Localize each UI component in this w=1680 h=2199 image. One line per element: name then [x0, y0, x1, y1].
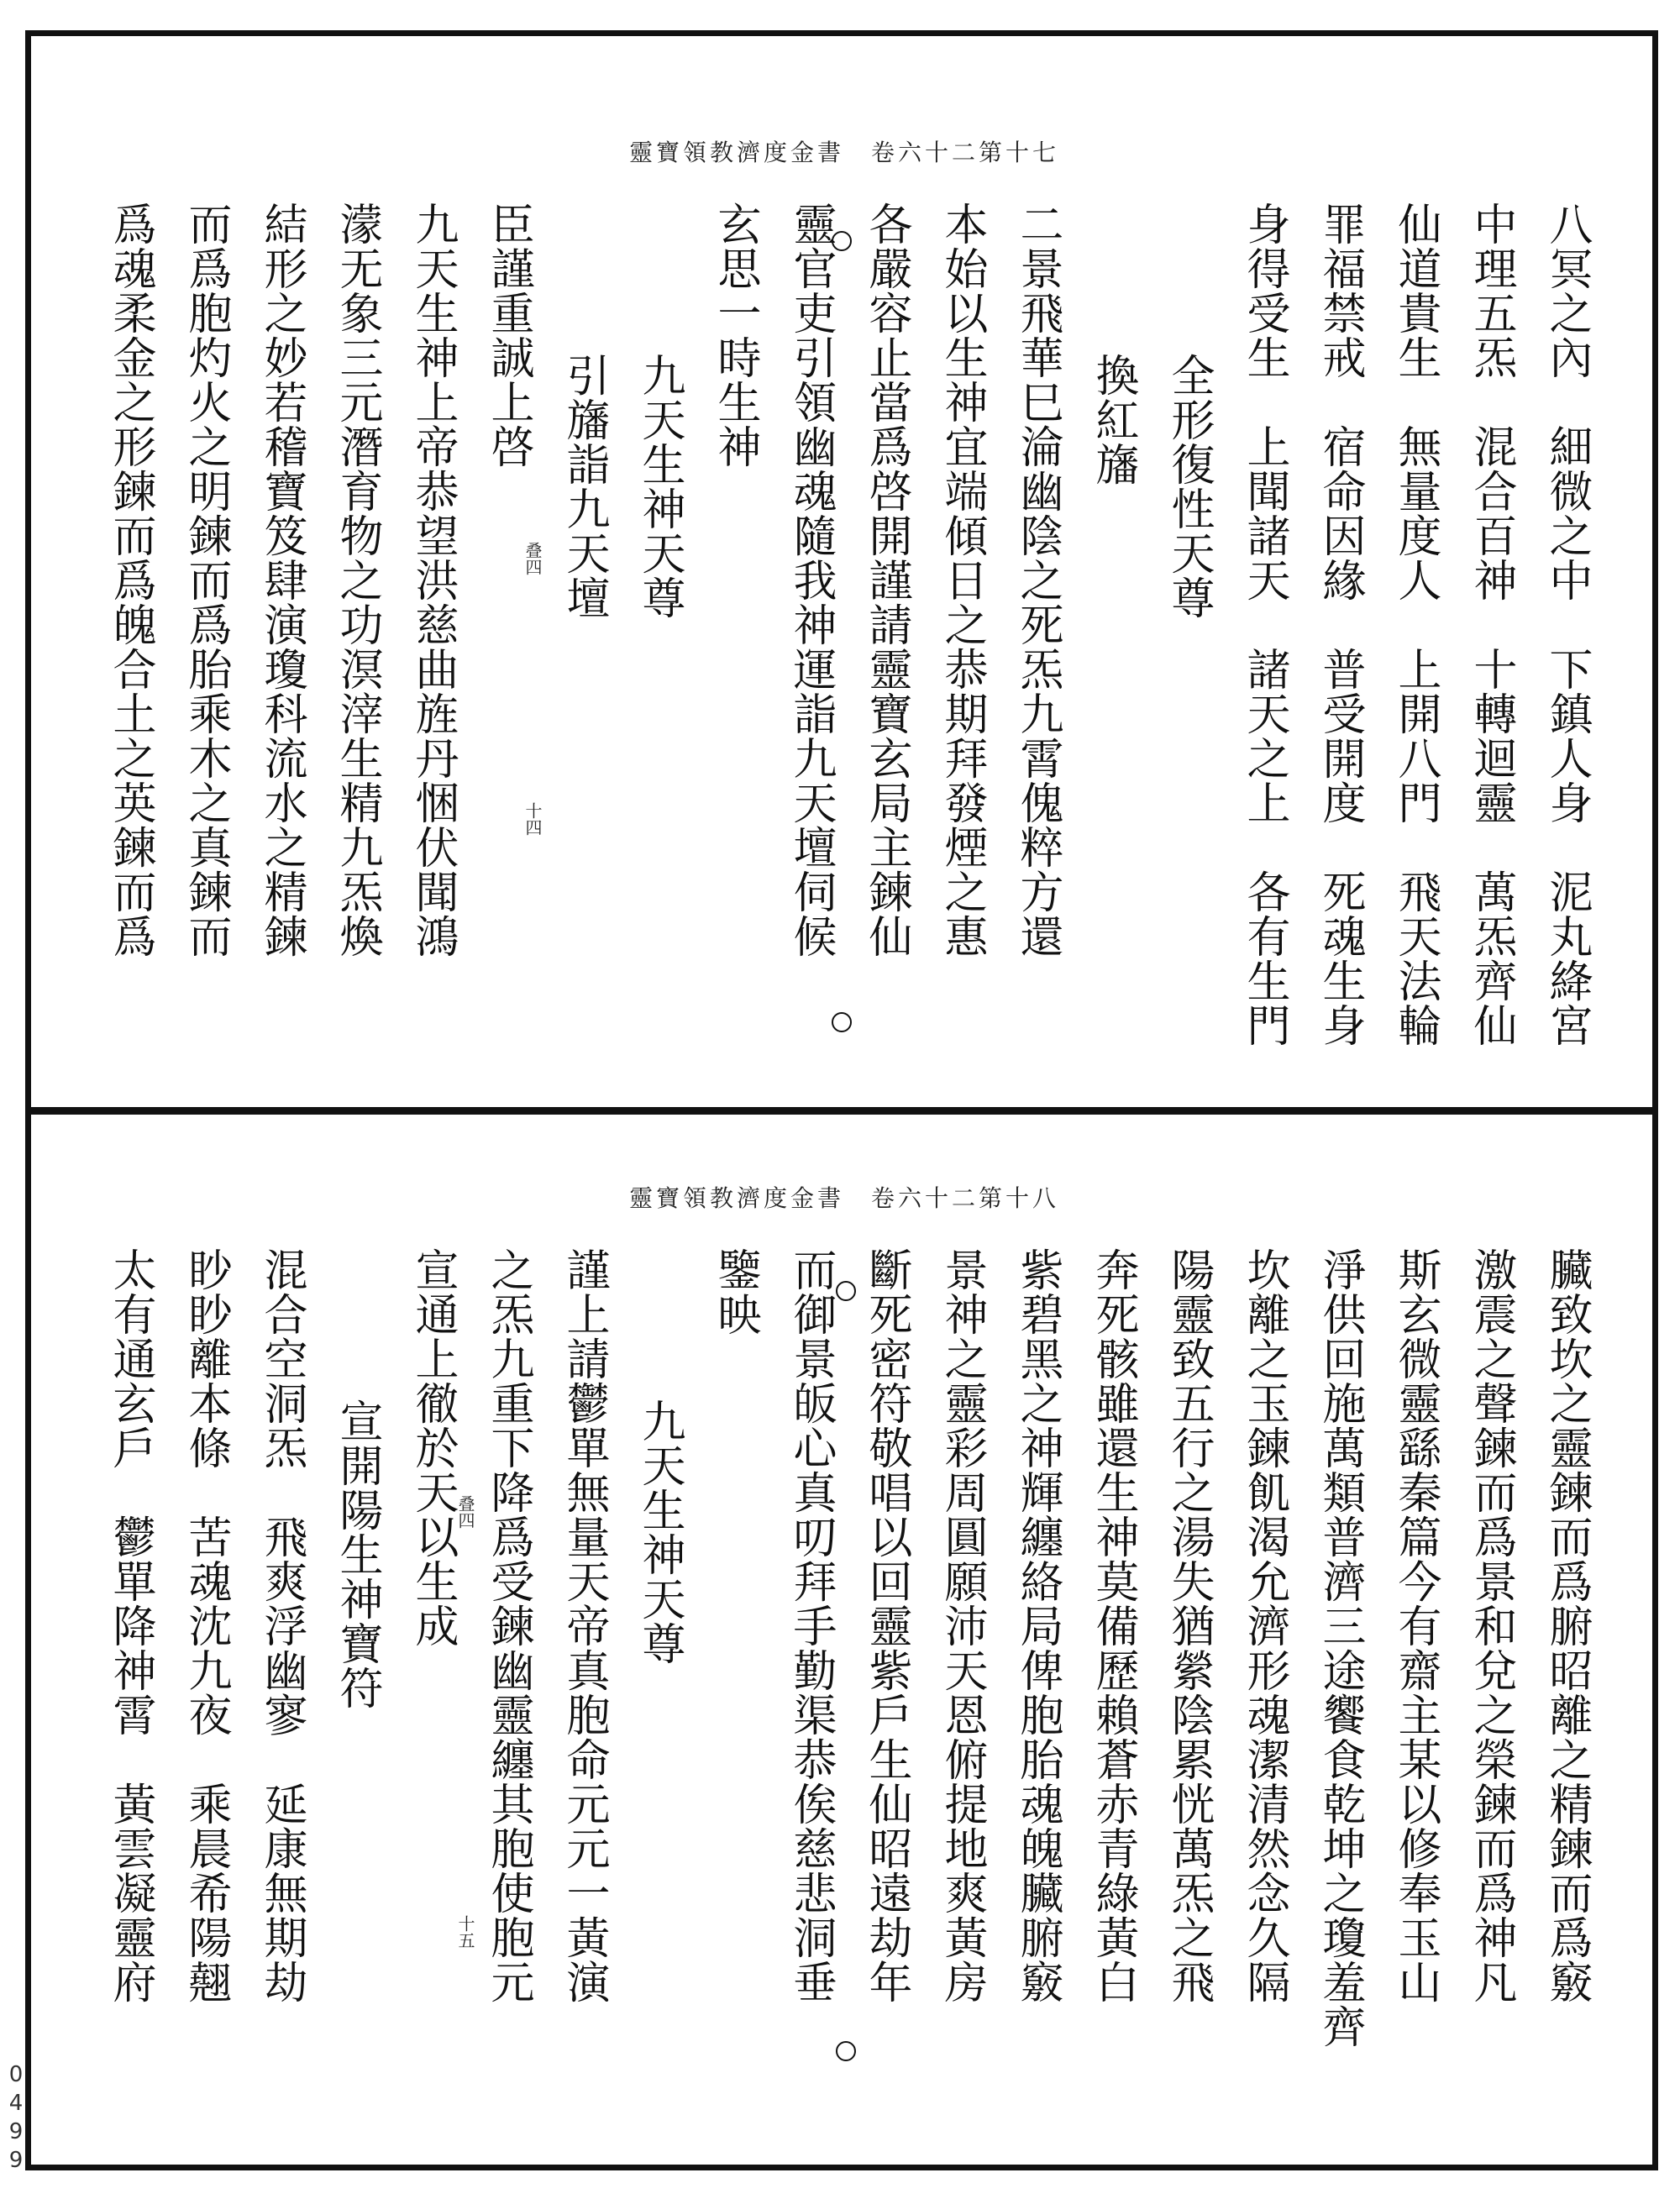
text-column: 八冥之內 細微之中 下鎮人身 泥丸絳宮	[1541, 202, 1592, 1047]
text-column: 斷死密符敬唱以回靈紫戶生仙昭遠劫年	[861, 1247, 911, 2004]
running-header: 靈寶領教濟度金書 卷六十二第十八	[628, 1184, 1059, 1212]
text-column: 鑒映	[710, 1247, 760, 1336]
text-column: 引旛詣九天壇	[559, 353, 609, 620]
text-column: 宣開陽生神寶符	[332, 1399, 382, 1710]
text-column: 身得受生 上聞諸天 諸天之上 各有生門	[1239, 202, 1289, 1047]
text-column: 全形復性天尊	[1163, 353, 1214, 620]
margin-note: 叠四	[522, 542, 543, 575]
text-column: 臟致坎之靈鍊而爲腑昭離之精鍊而爲竅	[1541, 1247, 1592, 2004]
text-column: 謹上請鬱單無量天帝真胞命元元一黃演	[559, 1247, 609, 2004]
text-column: 而御景皈心真叨拜手勤渠恭俟慈悲洞垂	[785, 1247, 836, 2004]
running-header: 靈寶領教濟度金書 卷六十二第十七	[628, 139, 1059, 166]
text-column: 濛无象三元潛育物之功溟滓生精九炁煥	[332, 202, 382, 958]
text-column: 中理五炁 混合百神 十轉迴靈 萬炁齊仙	[1466, 202, 1516, 1047]
text-column: 太有通玄戶 鬱單降神霄 黃雲凝靈府	[105, 1247, 155, 2004]
text-columns	[84, 1247, 1604, 2150]
margin-note: 十四	[522, 802, 543, 836]
text-column: 宣通上徹於天以生成	[407, 1247, 458, 1648]
text-column: 靈官吏引領幽魂隨我神運詣九天壇伺候	[785, 202, 836, 958]
text-column: 二景飛華巳淪幽陰之死炁九霄傀粹方還	[1012, 202, 1063, 958]
circle-mark	[832, 231, 852, 251]
text-column: 本始以生神宜端傾日之恭期拜發煙之惠	[937, 202, 987, 958]
margin-note: 叠四	[455, 1495, 475, 1529]
text-column: 九天生神天尊	[634, 1399, 685, 1666]
text-column: 換紅旛	[1088, 353, 1138, 486]
page-divider	[25, 1107, 1658, 1115]
text-column: 陽靈致五行之湯失猶縈陰累恍萬炁之飛	[1163, 1247, 1214, 2004]
text-column: 而爲胞灼火之明鍊而爲胎乘木之真鍊而	[181, 202, 231, 958]
text-column: 罪福禁戒 宿命因緣 普受開度 死魂生身	[1315, 202, 1365, 1047]
text-column: 玄思一時生神	[710, 202, 760, 469]
top-page	[84, 139, 1604, 1079]
text-column: 結形之妙若稽寶笈肆演瓊科流水之精鍊	[256, 202, 307, 958]
text-column: 各嚴容止當爲啓開謹請靈寶玄局主鍊仙	[861, 202, 911, 958]
page-number: 0499	[3, 2062, 29, 2176]
bottom-page	[84, 1184, 1604, 2150]
text-column: 奔死骸雖還生神莫備歷賴蒼赤青綠黃白	[1088, 1247, 1138, 2004]
text-column: 斯玄微靈繇秦篇今有齋主某以修奉玉山	[1390, 1247, 1441, 2004]
margin-note: 十五	[455, 1915, 475, 1949]
circle-mark	[836, 1281, 856, 1301]
text-column: 九天生神上帝恭望洪慈曲旌丹悃伏聞鴻	[407, 202, 458, 958]
text-column: 淨供回施萬類普濟三途饗食乾坤之瓊羞齊	[1315, 1247, 1365, 2049]
text-column: 之炁九重下降爲受鍊幽靈纏其胞使胞元	[483, 1247, 533, 2004]
text-column: 九天生神天尊	[634, 353, 685, 620]
circle-mark	[836, 2041, 856, 2061]
circle-mark	[832, 1012, 852, 1032]
text-column: 紫碧黑之神輝纏絡局俾胞胎魂魄臟腑竅	[1012, 1247, 1063, 2004]
text-column: 爲魂柔金之形鍊而爲魄合土之英鍊而爲	[105, 202, 155, 958]
text-column: 激震之聲鍊而爲景和兌之榮鍊而爲神凡	[1466, 1247, 1516, 2004]
text-column: 混合空洞炁 飛爽浮幽寥 延康無期劫	[256, 1247, 307, 2004]
text-column: 坎離之玉鍊飢渴允濟形魂潔清然念久隔	[1239, 1247, 1289, 2004]
text-column: 眇眇離本條 苦魂沈九夜 乘晨希陽翹	[181, 1247, 231, 2004]
text-column: 仙道貴生 無量度人 上開八門 飛天法輪	[1390, 202, 1441, 1047]
text-column: 臣謹重誠上啓	[483, 202, 533, 469]
text-column: 景神之靈彩周圓願沛天恩俯提地爽黃房	[937, 1247, 987, 2004]
text-columns	[84, 202, 1604, 1079]
